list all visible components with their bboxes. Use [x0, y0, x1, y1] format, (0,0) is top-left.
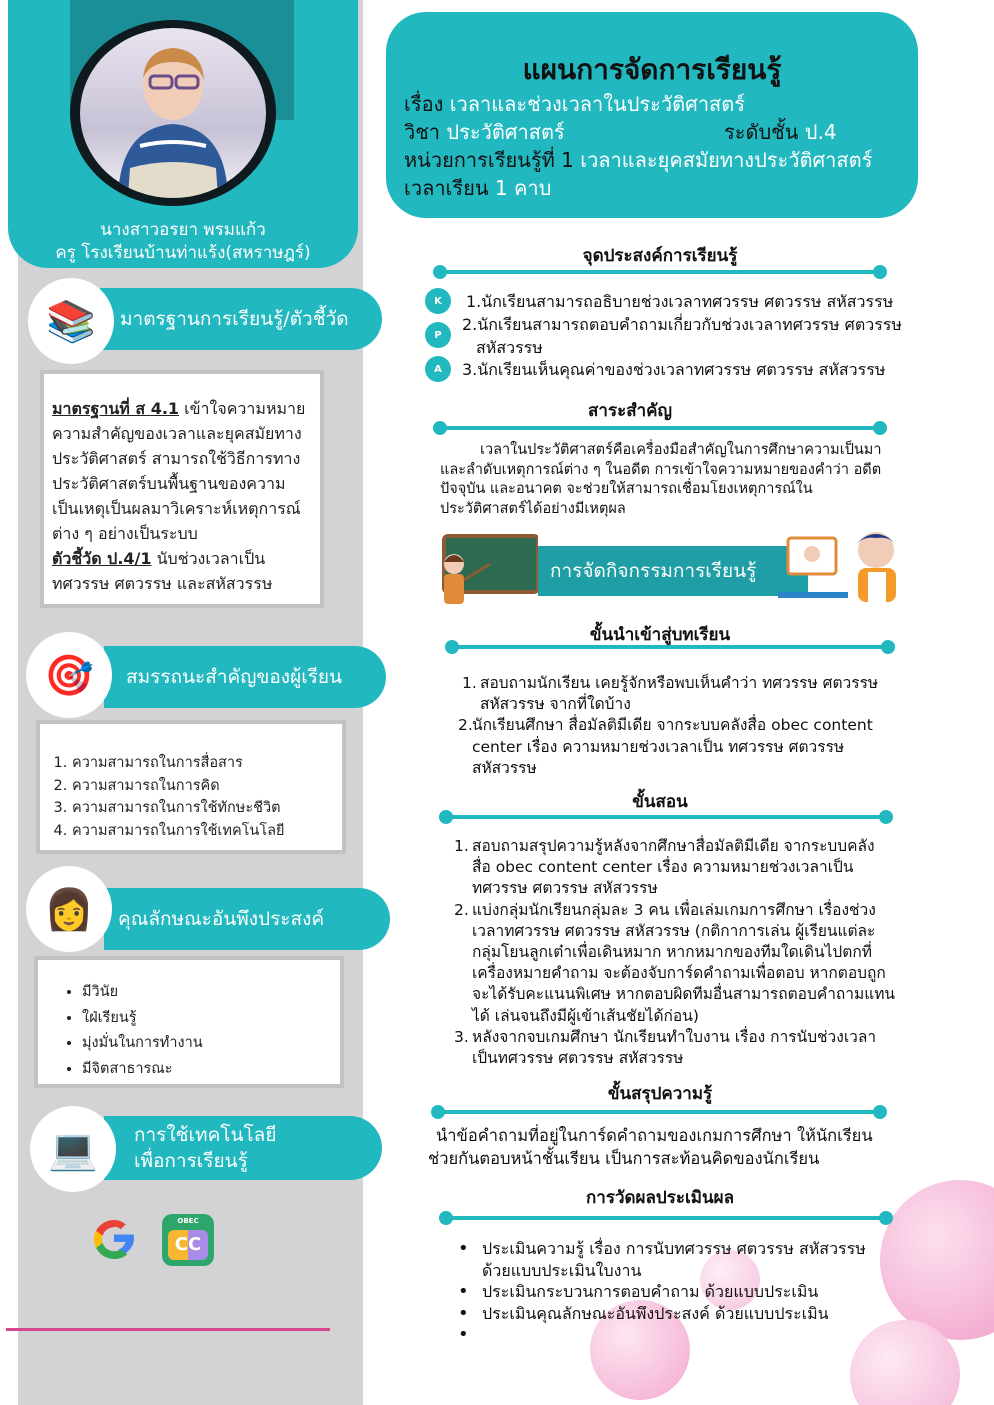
step-line: กลุ่มโยนลูกเต๋าเพื่อเดินหมาก หากหมากของทีมใดเดินไปตกที่: [472, 943, 872, 962]
summary-text: [428, 1124, 948, 1170]
step-number: 2.: [454, 900, 469, 919]
technology-heading-line2: เพื่อการเรียนรู้: [134, 1150, 248, 1172]
attitude-badge: A: [425, 356, 451, 382]
objective-item: สหัสวรรษ: [476, 338, 543, 357]
teach-heading: ขั้นสอน: [632, 792, 688, 812]
standard-label: มาตรฐานที่ ส 4.1: [52, 399, 180, 418]
competency-item: 4. ความสามารถในการใช้เทคโนโลยี: [72, 820, 332, 843]
summary-line: ช่วยกันตอบหน้าชั้นเรียน เป็นการสะท้อนคิดของนักเรียน: [428, 1149, 820, 1168]
reading-students-icon: 📚: [28, 278, 114, 364]
characteristic-item: • มีจิตสาธารณะ: [82, 1057, 330, 1083]
evaluation-list: [456, 1238, 866, 1346]
step-number: 2.: [458, 716, 473, 735]
topic-label: เรื่อง: [404, 92, 444, 116]
evaluation-item: [456, 1281, 866, 1303]
obec-app-letters: CC: [168, 1230, 208, 1260]
essence-text: [440, 441, 920, 519]
step-number: 3.: [454, 1027, 469, 1046]
pink-divider: [6, 1328, 330, 1331]
standards-box: [40, 370, 324, 608]
objectives-heading: จุดประสงค์การเรียนรู้: [582, 246, 738, 266]
time-label: เวลาเรียน: [404, 176, 489, 200]
subject-label: วิชา: [404, 120, 441, 144]
teach-steps: [454, 836, 934, 1069]
evaluation-divider: [446, 1216, 886, 1220]
indicator-line: ทศวรรษ ศตวรรษ และสหัสวรรษ: [52, 574, 273, 593]
competency-heading-pill: [104, 646, 386, 708]
essence-line: ปัจจุบัน และอนาคต จะช่วยให้สามารถเชื่อมโยงเหตุการณ์ใน: [440, 481, 813, 497]
evaluation-item: [456, 1238, 866, 1281]
standards-heading: มาตรฐานการเรียนรู้/ตัวชี้วัด: [120, 308, 349, 330]
standard-text: เข้าใจความหมาย: [179, 399, 306, 418]
step-line: เครื่องหมายคำถาม จะต้องจับการ์ดคำถามเพื่อตอบ หากตอบถูก: [472, 964, 886, 983]
summary-line: นำข้อคำถามที่อยู่ในการ์ดคำถามของเกมการศึกษา ให้นักเรียน: [436, 1126, 873, 1145]
intro-step: [458, 715, 942, 779]
decorative-bubble: [880, 1180, 994, 1340]
indicator-text: นับช่วงเวลาเป็น: [151, 549, 266, 568]
step-line: สหัสวรรษ: [472, 758, 537, 777]
standard-line: ประวัติศาสตร์ สามารถใช้วิธีการทาง: [52, 449, 301, 468]
characteristics-heading: คุณลักษณะอันพึงประสงค์: [118, 908, 325, 930]
step-line: สื่อ obec content center เรื่อง ความหมายช่วงเวลาเป็น: [472, 858, 854, 877]
step-line: นักเรียนศึกษา สื่อมัลติมีเดีย จากระบบคลังสื่อ obec content: [472, 716, 873, 735]
technology-heading-pill: [104, 1116, 382, 1180]
indicator-label: ตัวชี้วัด ป.4/1: [52, 549, 152, 568]
step-line: หลังจากจบเกมศึกษา นักเรียนทำใบงาน เรื่อง การนับช่วงเวลา: [472, 1027, 877, 1046]
level-value: ป.4: [804, 120, 837, 144]
step-line: สหัสวรรษ จากที่ใดบ้าง: [480, 695, 631, 714]
competency-item: 1. ความสามารถในการสื่อสาร: [72, 752, 332, 775]
essence-heading: สาระสำคัญ: [588, 401, 672, 421]
header-card: [386, 12, 918, 218]
competency-heading: สมรรถนะสำคัญของผู้เรียน: [126, 666, 343, 688]
characteristics-box: [34, 956, 344, 1088]
activity-banner: [538, 546, 808, 596]
evaluation-line: • ประเมินความรู้ เรื่อง การนับทศวรรษ ศตวรรษ สหัสวรรษ: [482, 1239, 866, 1258]
objective-item: 3.นักเรียนเห็นคุณค่าของช่วงเวลาทศวรรษ ศตวรรษ สหัสวรรษ: [462, 360, 886, 379]
step-line: เป็นทศวรรษ ศตวรรษ สหัสวรรษ: [472, 1049, 684, 1068]
standard-line: ประวัติศาสตร์บนพื้นฐานของความ: [52, 474, 286, 493]
knowledge-badge: K: [425, 288, 451, 314]
essence-divider: [440, 426, 880, 430]
competency-box: [36, 720, 346, 854]
teacher-name: นางสาวอรยา พรมแก้ว: [100, 220, 266, 240]
essence-line: เวลาในประวัติศาสตร์คือเครื่องมือสำคัญในการศึกษาความเป็นมา: [480, 442, 882, 458]
characteristic-item: • มุ่งมั่นในการทำงาน: [82, 1031, 330, 1057]
teach-step: [454, 836, 934, 900]
obec-content-center-icon: [162, 1214, 214, 1266]
evaluation-item: [456, 1303, 866, 1325]
step-line: สอบถามนักเรียน เคยรู้จักหรือพบเห็นคำว่า ทศวรรษ ศตวรรษ: [480, 674, 879, 692]
step-line: ได้ เล่นจนถึงมีผู้เข้าเส้นชัยได้ก่อน): [472, 1006, 699, 1025]
topic-value: เวลาและช่วงเวลาในประวัติศาสตร์: [449, 92, 745, 116]
teacher-chalkboard-illustration: [440, 534, 538, 606]
evaluation-line: • ประเมินกระบวนการตอบคำถาม ด้วยแบบประเมิน: [482, 1282, 819, 1301]
step-number: 1.: [454, 837, 469, 855]
unit-label: หน่วยการเรียนรู้ที่ 1: [404, 148, 574, 172]
avatar: [80, 28, 266, 198]
standard-line: ต่าง ๆ อย่างเป็นระบบ: [52, 524, 198, 543]
step-number: 1.: [462, 674, 477, 692]
essence-line: และลำดับเหตุการณ์ต่าง ๆ ในอดีต การเข้าใจความหมายของคำว่า อดีต: [440, 461, 882, 478]
step-line: แบ่งกลุ่มนักเรียนกลุ่มละ 3 คน เพื่อเล่มเกมการศึกษา เรื่องช่วง: [472, 900, 876, 919]
step-line: จะได้รับคะแนนพิเศษ หากตอบผิดทีมอื่นสามารถตอบคำถามแทน: [472, 985, 896, 1004]
objectives-divider: [440, 270, 880, 274]
summary-divider: [438, 1110, 880, 1114]
target-checklist-icon: 🎯: [26, 632, 112, 718]
unit-value: เวลาและยุคสมัยทางประวัติศาสตร์: [580, 148, 873, 172]
intro-divider: [452, 645, 888, 649]
subject-value: ประวัติศาสตร์: [446, 120, 565, 144]
step-line: สอบถามสรุปความรู้หลังจากศึกษาสื่อมัลติมีเดีย จากระบบคลัง: [472, 837, 875, 855]
standard-line: ความสำคัญของเวลาและยุคสมัยทาง: [52, 424, 302, 443]
page-title: แผนการจัดการเรียนรู้: [522, 53, 782, 86]
essence-line: ประวัติศาสตร์ได้อย่างมีเหตุผล: [440, 500, 626, 517]
technology-heading-line1: การใช้เทคโนโลยี: [134, 1124, 277, 1146]
evaluation-line: ด้วยแบบประเมินใบงาน: [482, 1260, 642, 1280]
obec-app-badge: OBEC: [177, 1217, 199, 1225]
teach-step: [454, 900, 934, 1027]
step-line: ทศวรรษ ศตวรรษ สหัสวรรษ: [472, 879, 658, 898]
intro-steps: [458, 673, 942, 779]
level-label: ระดับชั้น: [724, 120, 799, 144]
intro-heading: ขั้นนำเข้าสู่บทเรียน: [589, 625, 731, 645]
evaluation-heading: การวัดผลประเมินผล: [585, 1188, 734, 1208]
standards-heading-pill: [100, 288, 382, 350]
evaluation-item: [456, 1324, 866, 1346]
objective-item: 1.นักเรียนสามารถอธิบายช่วงเวลาทศวรรษ ศตวรรษ สหัสวรรษ: [466, 292, 894, 311]
girl-reading-icon: 👩: [26, 866, 112, 952]
step-line: center เรื่อง ความหมายช่วงเวลาเป็น ทศวรรษ ศตวรรษ: [472, 737, 845, 756]
competency-item: 3. ความสามารถในการใช้ทักษะชีวิต: [72, 797, 332, 820]
step-line: เวลาทศวรรษ ศตวรรษ สหัสวรรษ (กติกาการเล่น ผู้เรียนแต่ละ: [472, 921, 876, 940]
activity-heading: การจัดกิจกรรมการเรียนรู้: [550, 560, 757, 582]
teacher-portrait: [80, 28, 266, 198]
standard-line: เป็นเหตุเป็นผลมาวิเคราะห์เหตุการณ์: [52, 499, 301, 518]
objective-item: 2.นักเรียนสามารถตอบคำถามเกี่ยวกับช่วงเวลาทศวรรษ ศตวรรษ: [462, 315, 902, 334]
time-value: 1 คาบ: [494, 176, 552, 200]
google-icon: [88, 1212, 140, 1264]
laptop-icon: 💻: [30, 1106, 116, 1192]
intro-step: [462, 673, 942, 715]
evaluation-line: • ประเมินคุณลักษณะอันพึงประสงค์ ด้วยแบบประเมิน: [482, 1303, 829, 1323]
summary-heading: ขั้นสรุปความรู้: [607, 1084, 713, 1104]
student-laptop-illustration: [772, 528, 912, 606]
competency-item: 2. ความสามารถในการคิด: [72, 775, 332, 798]
process-badge: P: [425, 322, 451, 348]
teach-step: [454, 1027, 934, 1069]
characteristics-heading-pill: [104, 888, 390, 950]
characteristic-item: • มีวินัย: [82, 980, 330, 1006]
teacher-school: ครู โรงเรียนบ้านท่าแร้ง(สหราษฎร์): [55, 243, 311, 263]
teach-divider: [446, 815, 886, 819]
characteristic-item: • ใฝ่เรียนรู้: [82, 1006, 330, 1032]
